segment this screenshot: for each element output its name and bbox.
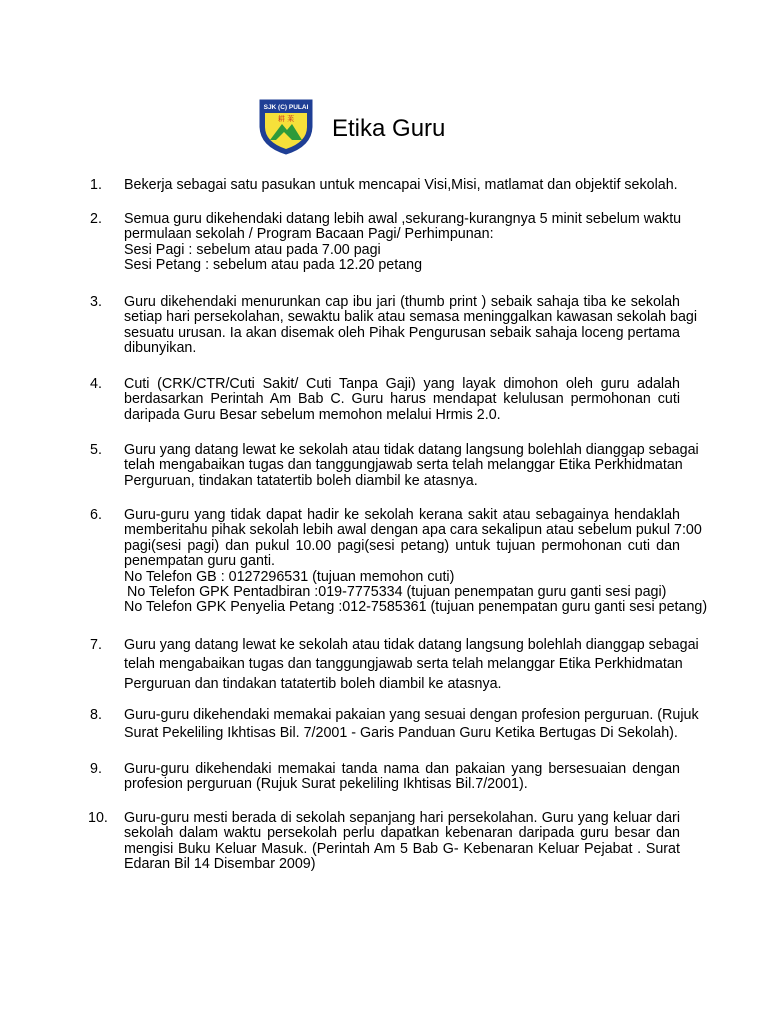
item-text-line: Guru-guru dikehendaki memakai pakaian yang sesuai dengan profesion perguruan. (Rujuk bbox=[124, 707, 699, 723]
item-number: 9. bbox=[90, 761, 102, 777]
item-text-line: sesuatu urusan. Ia akan disemak oleh Pihak Pengurusan sebaik sahaja loceng pertama bbox=[124, 324, 680, 341]
item-text-line: Guru-guru mesti berada di sekolah sepanjang hari persekolahan. Guru yang keluar dari bbox=[124, 810, 680, 826]
item-text-line: Cuti (CRK/CTR/Cuti Sakit/ Cuti Tanpa Gaji) yang layak dimohon oleh guru adalah bbox=[124, 376, 680, 392]
item-text-line: setiap hari persekolahan, sewaktu balik atau semasa meninggalkan kawasan sekolah bagi bbox=[124, 309, 698, 326]
item-number: 3. bbox=[90, 294, 102, 310]
item-number: 2. bbox=[90, 211, 102, 227]
item-text-line: pagi(sesi pagi) dan pukul 10.00 pagi(sesi petang) untuk tujuan permohonan cuti dan bbox=[124, 537, 680, 554]
item-text-line: Perguruan, tindakan tatatertib boleh diambil ke atasnya. bbox=[124, 472, 478, 489]
item-text-line: berdasarkan Perintah Am Bab C. Guru harus mendapat kelulusan permohonan cuti bbox=[124, 391, 680, 408]
item-number: 10. bbox=[88, 810, 108, 826]
item-text-line: sekolah dalam waktu persekolah perlu dapatkan kebenaran daripada guru besar dan bbox=[124, 825, 680, 842]
item-text-line: Sesi Pagi : sebelum atau pada 7.00 pagi bbox=[124, 241, 381, 258]
item-text-line: permulaan sekolah / Program Bacaan Pagi/ Perhimpunan: bbox=[124, 226, 494, 243]
item-text-line: No Telefon GPK Pentadbiran :019-7775334 (tujuan penempatan guru ganti sesi pagi) bbox=[127, 584, 667, 601]
item-text-line: penempatan guru ganti. bbox=[124, 553, 276, 570]
item-text-line: dibunyikan. bbox=[124, 340, 197, 357]
item-text-line: memberitahu pihak sekolah lebih awal dengan apa cara sekalipun atau sebelum pukul 7:00 bbox=[124, 522, 702, 539]
document-header bbox=[256, 96, 556, 156]
item-text-line: Guru dikehendaki menurunkan cap ibu jari (thumb print ) sebaik sahaja tiba ke sekolah bbox=[124, 294, 680, 310]
item-text-line: Guru-guru dikehendaki memakai tanda nama dan pakaian yang bersesuaian dengan bbox=[124, 761, 680, 777]
logo-text: SJK (C) PULAI bbox=[263, 104, 309, 111]
item-text-line: telah mengabaikan tugas dan tanggungjawab serta telah melanggar Etika Perkhidmatan bbox=[124, 656, 683, 673]
school-logo bbox=[256, 96, 316, 156]
item-text-line: Semua guru dikehendaki datang lebih awal ,sekurang-kurangnya 5 minit sebelum waktu bbox=[124, 211, 682, 227]
item-text-line: Guru yang datang lewat ke sekolah atau tidak datang langsung bolehlah dianggap sebagai bbox=[124, 637, 699, 653]
item-text-line: profesion perguruan (Rujuk Surat pekeliling Ikhtisas Bil.7/2001). bbox=[124, 776, 528, 793]
item-text-line: Sesi Petang : sebelum atau pada 12.20 petang bbox=[124, 257, 423, 274]
page-title: Etika Guru bbox=[332, 115, 446, 142]
item-text-line: mengisi Buku Keluar Masuk. (Perintah Am 5 Bab G- Kebenaran Keluar Pejabat . Surat bbox=[124, 840, 680, 857]
item-text-line: No Telefon GPK Penyelia Petang :012-7585361 (tujuan penempatan guru ganti sesi petang) bbox=[124, 599, 708, 616]
item-number: 5. bbox=[90, 442, 102, 458]
item-number: 6. bbox=[90, 507, 102, 523]
item-number: 4. bbox=[90, 376, 102, 392]
item-number: 7. bbox=[90, 637, 102, 653]
item-text-line: daripada Guru Besar sebelum memohon melalui Hrmis 2.0. bbox=[124, 406, 501, 423]
item-text-line: Surat Pekeliling Ikhtisas Bil. 7/2001 - Garis Panduan Guru Ketika Bertugas Di Sekolah). bbox=[124, 725, 678, 742]
item-text-line: Edaran Bil 14 Disembar 2009) bbox=[124, 856, 316, 873]
item-text-line: Guru-guru yang tidak dapat hadir ke sekolah kerana sakit atau sebagainya hendaklah bbox=[124, 507, 680, 523]
item-text-line: Perguruan dan tindakan tatatertib boleh diambil ke atasnya. bbox=[124, 675, 502, 692]
item-text-line: No Telefon GB : 0127296531 (tujuan memohon cuti) bbox=[124, 568, 455, 585]
item-number: 1. bbox=[90, 177, 102, 193]
logo-chars: 耕 莱 bbox=[277, 115, 295, 123]
item-text-line: Bekerja sebagai satu pasukan untuk mencapai Visi,Misi, matlamat dan objektif sekolah. bbox=[124, 177, 678, 193]
item-text-line: Guru yang datang lewat ke sekolah atau tidak datang langsung bolehlah dianggap sebagai bbox=[124, 442, 699, 458]
item-number: 8. bbox=[90, 707, 102, 723]
item-text-line: telah mengabaikan tugas dan tanggungjawab serta telah melanggar Etika Perkhidmatan bbox=[124, 457, 683, 474]
